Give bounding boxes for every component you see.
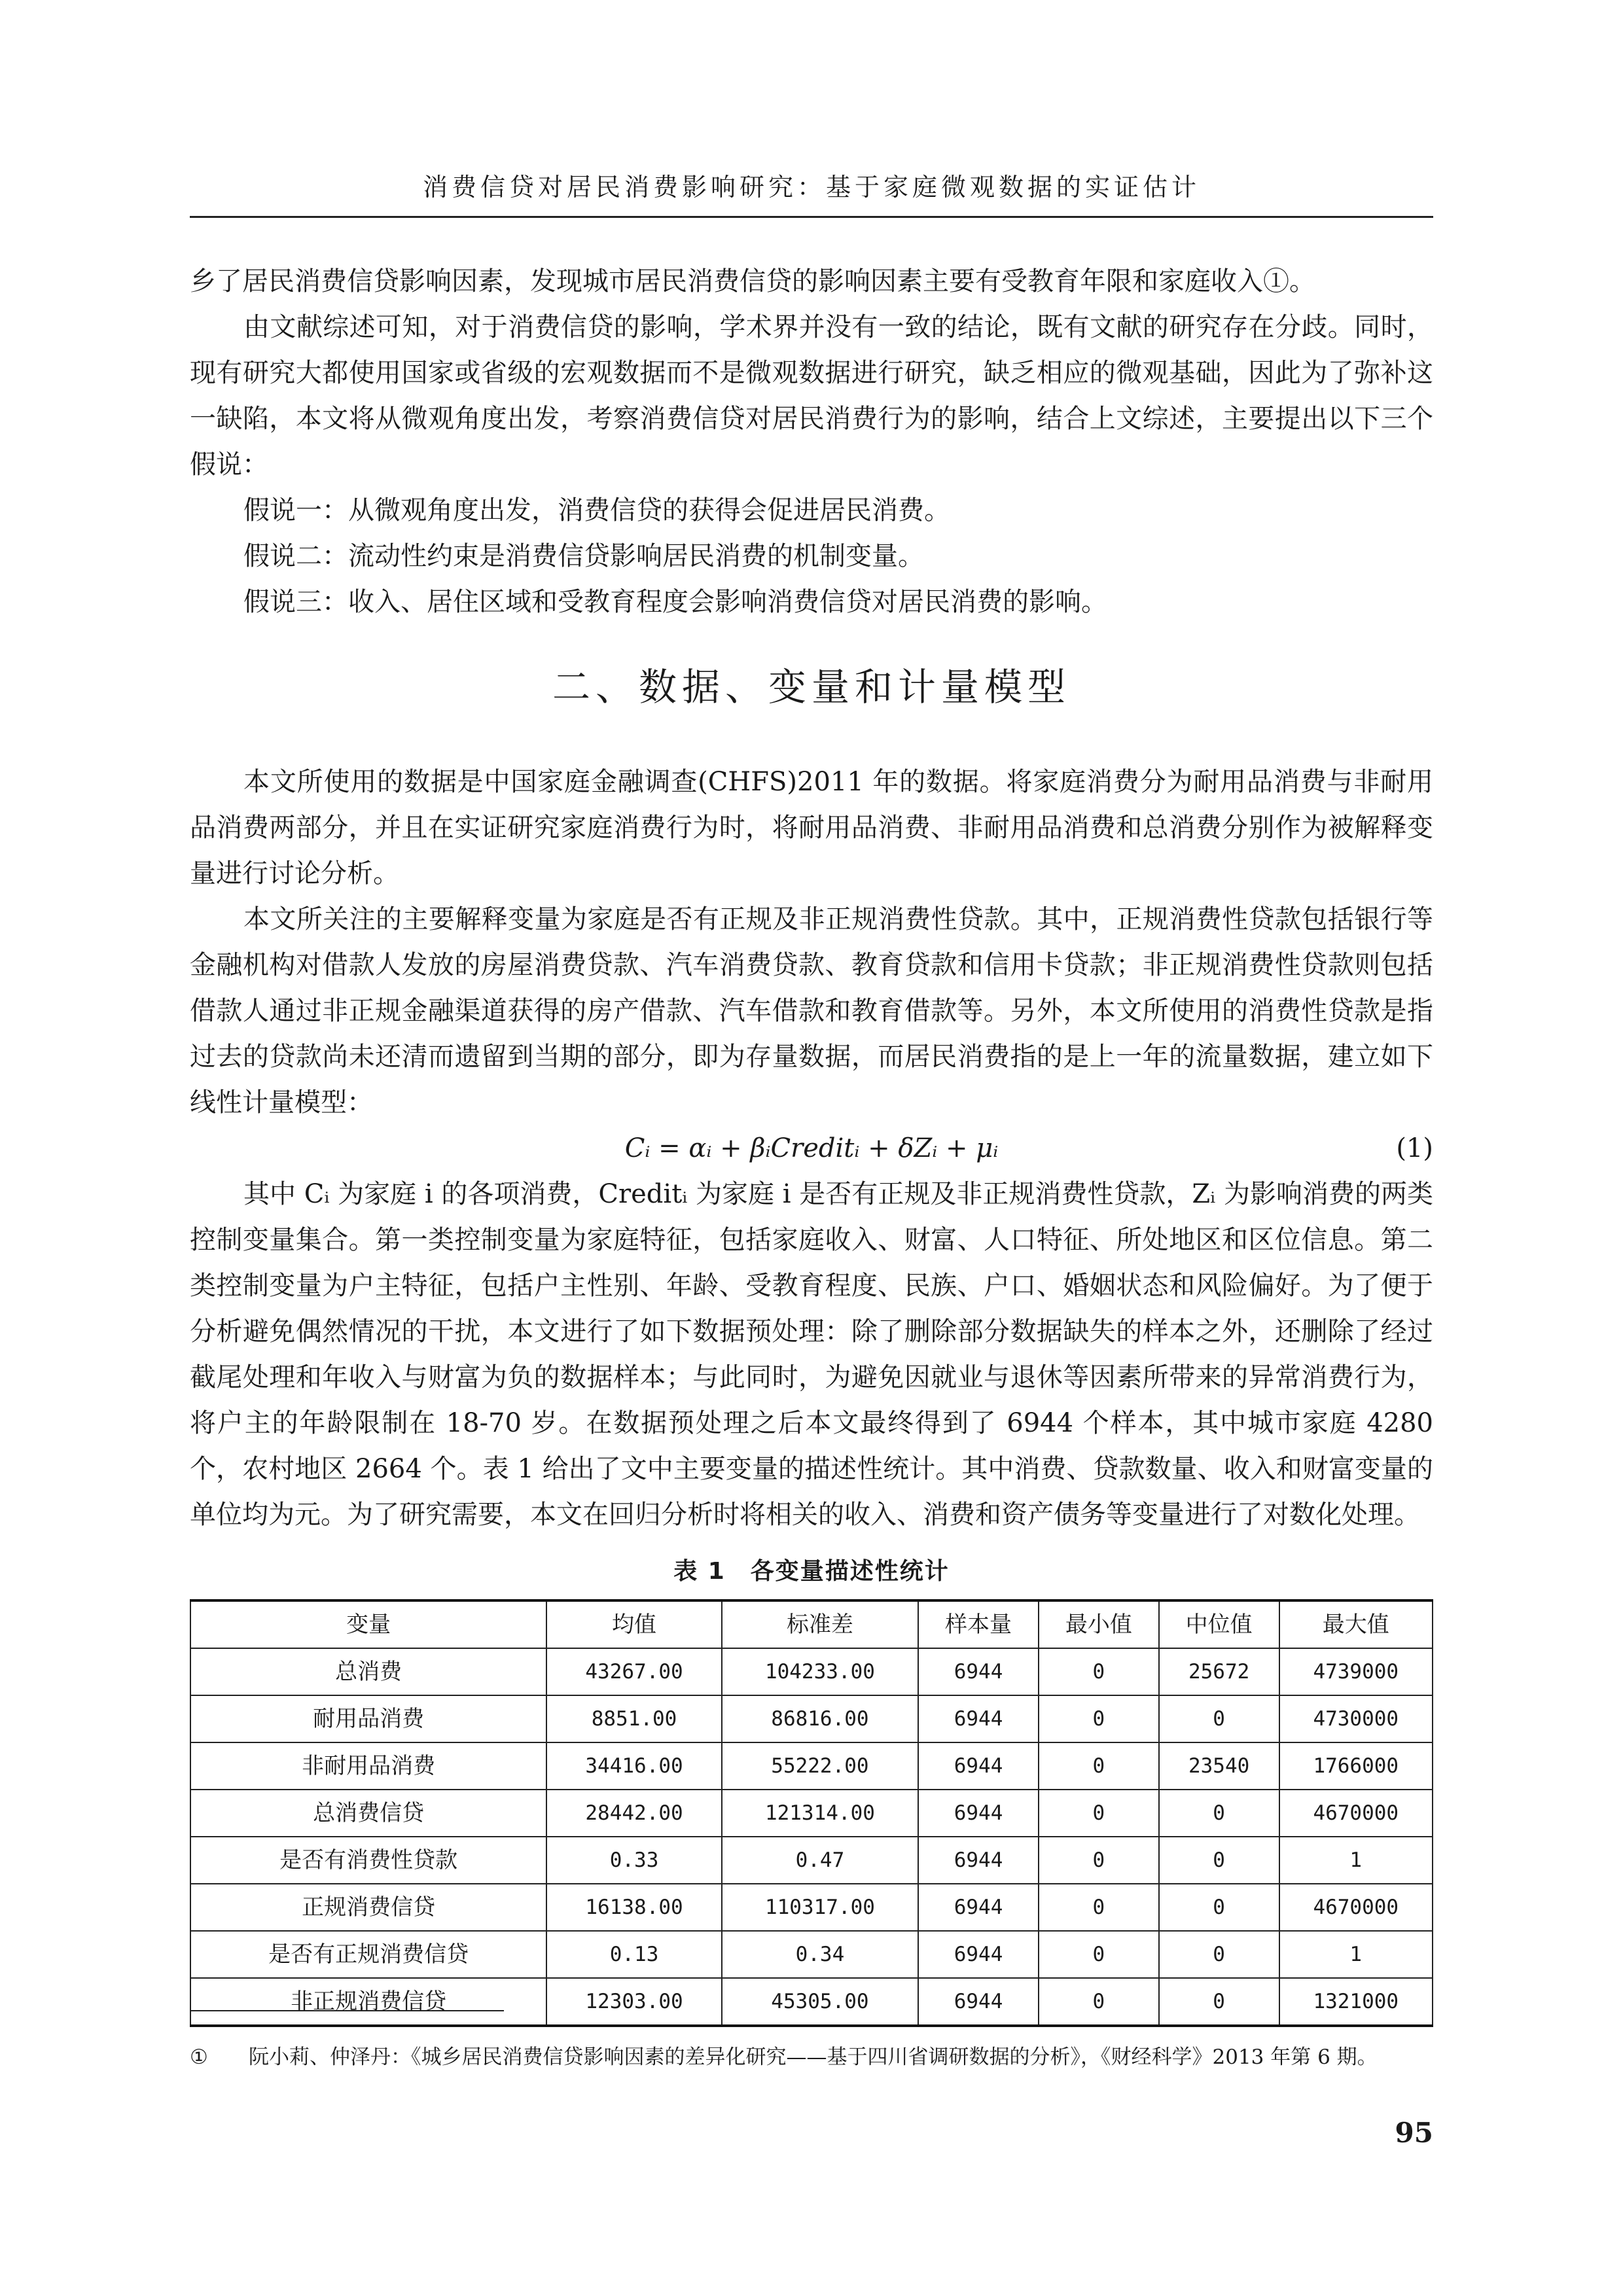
equation-body: Cᵢ = αᵢ + βᵢCreditᵢ + δZᵢ + μᵢ: [624, 1133, 999, 1163]
cell-variable: 是否有消费性贷款: [190, 1837, 546, 1884]
cell-n: 6944: [918, 1742, 1039, 1790]
footnote: [190, 2040, 1433, 2070]
cell-mean: 34416.00: [546, 1742, 721, 1790]
footnote-rule: [190, 2010, 504, 2011]
cell-median: 0: [1159, 1837, 1279, 1884]
hypothesis-3: 假说三：收入、居住区域和受教育程度会影响消费信贷对居民消费的影响。: [243, 587, 1107, 617]
cell-mean: 43267.00: [546, 1648, 721, 1695]
cell-n: 6944: [918, 1695, 1039, 1742]
column-header: 样本量: [918, 1600, 1039, 1648]
equation: [190, 1125, 1433, 1171]
column-header: 均值: [546, 1600, 721, 1648]
cell-max: 4739000: [1279, 1648, 1433, 1695]
cell-std: 45305.00: [722, 1978, 918, 2026]
table-row: [190, 1884, 1433, 1931]
footnote-text: 阮小莉、仲泽丹：《城乡居民消费信贷影响因素的差异化研究——基于四川省调研数据的分析》，《财经科学》2013 年第 6 期。: [249, 2045, 1378, 2069]
cell-std: 86816.00: [722, 1695, 918, 1742]
cell-n: 6944: [918, 1648, 1039, 1695]
cell-median: 0: [1159, 1695, 1279, 1742]
cell-variable: 耐用品消费: [190, 1695, 546, 1742]
cell-min: 0: [1039, 1884, 1159, 1931]
cell-min: 0: [1039, 1837, 1159, 1884]
cell-min: 0: [1039, 1978, 1159, 2026]
cell-max: 4730000: [1279, 1695, 1433, 1742]
cell-variable: 是否有正规消费信贷: [190, 1931, 546, 1978]
cell-median: 0: [1159, 1884, 1279, 1931]
cell-n: 6944: [918, 1978, 1039, 2026]
cell-std: 0.34: [722, 1931, 918, 1978]
cell-mean: 0.33: [546, 1837, 721, 1884]
cell-variable: 总消费信贷: [190, 1790, 546, 1837]
cell-variable: 总消费: [190, 1648, 546, 1695]
hypothesis-1: 假说一：从微观角度出发，消费信贷的获得会促进居民消费。: [243, 495, 950, 525]
table-row: [190, 1742, 1433, 1790]
table-row: [190, 1978, 1433, 2026]
column-header: 最大值: [1279, 1600, 1433, 1648]
hypothesis-2: 假说二：流动性约束是消费信贷影响居民消费的机制变量。: [243, 541, 924, 571]
cell-mean: 16138.00: [546, 1884, 721, 1931]
cell-min: 0: [1039, 1931, 1159, 1978]
cell-max: 1321000: [1279, 1978, 1433, 2026]
cell-mean: 28442.00: [546, 1790, 721, 1837]
cell-max: 4670000: [1279, 1884, 1433, 1931]
table-caption: 表 1 各变量描述性统计: [673, 1558, 950, 1585]
footnote-mark: ①: [190, 2045, 208, 2069]
paragraph: 本文所使用的数据是中国家庭金融调查(CHFS)2011 年的数据。将家庭消费分为耐用品消费与非耐用品消费两部分，并且在实证研究家庭消费行为时，将耐用品消费、非耐用品消费和总消费分别作为被解释变量进行讨论分析。: [190, 767, 1433, 889]
cell-max: 1766000: [1279, 1742, 1433, 1790]
cell-variable: 非正规消费信贷: [190, 1978, 546, 2026]
cell-std: 110317.00: [722, 1884, 918, 1931]
cell-std: 0.47: [722, 1837, 918, 1884]
paragraph: 本文所关注的主要解释变量为家庭是否有正规及非正规消费性贷款。其中，正规消费性贷款包括银行等金融机构对借款人发放的房屋消费贷款、汽车消费贷款、教育贷款和信用卡贷款；非正规消费性贷款则包括借款人通过非正规金融渠道获得的房产借款、汽车借款和教育借款等。另外，本文所使用的消费性贷款是指过去的贷款尚未还清而遗留到当期的部分，即为存量数据，而居民消费指的是上一年的流量数据，建立如下线性计量模型：: [190, 904, 1433, 1118]
cell-median: 0: [1159, 1978, 1279, 2026]
body-text: [190, 258, 1433, 2027]
cell-max: 4670000: [1279, 1790, 1433, 1837]
table-row: [190, 1648, 1433, 1695]
cell-median: 23540: [1159, 1742, 1279, 1790]
equation-number: (1): [1396, 1133, 1433, 1163]
cell-max: 1: [1279, 1931, 1433, 1978]
cell-variable: 正规消费信贷: [190, 1884, 546, 1931]
cell-n: 6944: [918, 1884, 1039, 1931]
table-row: [190, 1837, 1433, 1884]
descriptive-stats-table: [190, 1599, 1433, 2027]
cell-std: 55222.00: [722, 1742, 918, 1790]
cell-mean: 8851.00: [546, 1695, 721, 1742]
cell-mean: 0.13: [546, 1931, 721, 1978]
cell-min: 0: [1039, 1742, 1159, 1790]
cell-median: 25672: [1159, 1648, 1279, 1695]
column-header: 最小值: [1039, 1600, 1159, 1648]
cell-median: 0: [1159, 1931, 1279, 1978]
cell-std: 121314.00: [722, 1790, 918, 1837]
table-row: [190, 1695, 1433, 1742]
cell-n: 6944: [918, 1931, 1039, 1978]
page-number: 95: [1395, 2117, 1433, 2149]
cell-variable: 非耐用品消费: [190, 1742, 546, 1790]
column-header: 中位值: [1159, 1600, 1279, 1648]
cell-min: 0: [1039, 1695, 1159, 1742]
cell-min: 0: [1039, 1648, 1159, 1695]
paragraph: 其中 Cᵢ 为家庭 i 的各项消费，Creditᵢ 为家庭 i 是否有正规及非正规消费性贷款，Zᵢ 为影响消费的两类控制变量集合。第一类控制变量为家庭特征，包括家庭收入、财富、人口特征、所处地区和区位信息。第二类控制变量为户主特征，包括户主性别、年龄、受教育程度、民族、户口、婚姻状态和风险偏好。为了便于分析避免偶然情况的干扰，本文进行了如下数据预处理：除了删除部分数据缺失的样本之外，还删除了经过截尾处理和年收入与财富为负的数据样本；与此同时，为避免因就业与退休等因素所带来的异常消费行为，将户主的年龄限制在 18-70 岁。在数据预处理之后本文最终得到了 6944 个样本，其中城市家庭 4280 个，农村地区 2664 个。表 1 给出了文中主要变量的描述性统计。其中消费、贷款数量、收入和财富变量的单位均为元。为了研究需要，本文在回归分析时将相关的收入、消费和资产债务等变量进行了对数化处理。: [190, 1179, 1433, 1530]
column-header: 标准差: [722, 1600, 918, 1648]
cell-min: 0: [1039, 1790, 1159, 1837]
cell-n: 6944: [918, 1790, 1039, 1837]
running-head: 消费信贷对居民消费影响研究：基于家庭微观数据的实证估计: [422, 173, 1200, 202]
paragraph: 由文献综述可知，对于消费信贷的影响，学术界并没有一致的结论，既有文献的研究存在分歧。同时，现有研究大都使用国家或省级的宏观数据而不是微观数据进行研究，缺乏相应的微观基础，因此为了弥补这一缺陷，本文将从微观角度出发，考察消费信贷对居民消费行为的影响，结合上文综述，主要提出以下三个假说：: [190, 312, 1433, 480]
cell-max: 1: [1279, 1837, 1433, 1884]
table-header-row: [190, 1600, 1433, 1648]
table-row: [190, 1790, 1433, 1837]
paragraph: 乡了居民消费信贷影响因素，发现城市居民消费信贷的影响因素主要有受教育年限和家庭收入①。: [190, 266, 1315, 296]
column-header: 变量: [190, 1600, 546, 1648]
header-rule: [190, 216, 1433, 218]
cell-mean: 12303.00: [546, 1978, 721, 2026]
table-row: [190, 1931, 1433, 1978]
cell-n: 6944: [918, 1837, 1039, 1884]
cell-std: 104233.00: [722, 1648, 918, 1695]
section-title: 二、数据、变量和计量模型: [552, 665, 1071, 709]
cell-median: 0: [1159, 1790, 1279, 1837]
